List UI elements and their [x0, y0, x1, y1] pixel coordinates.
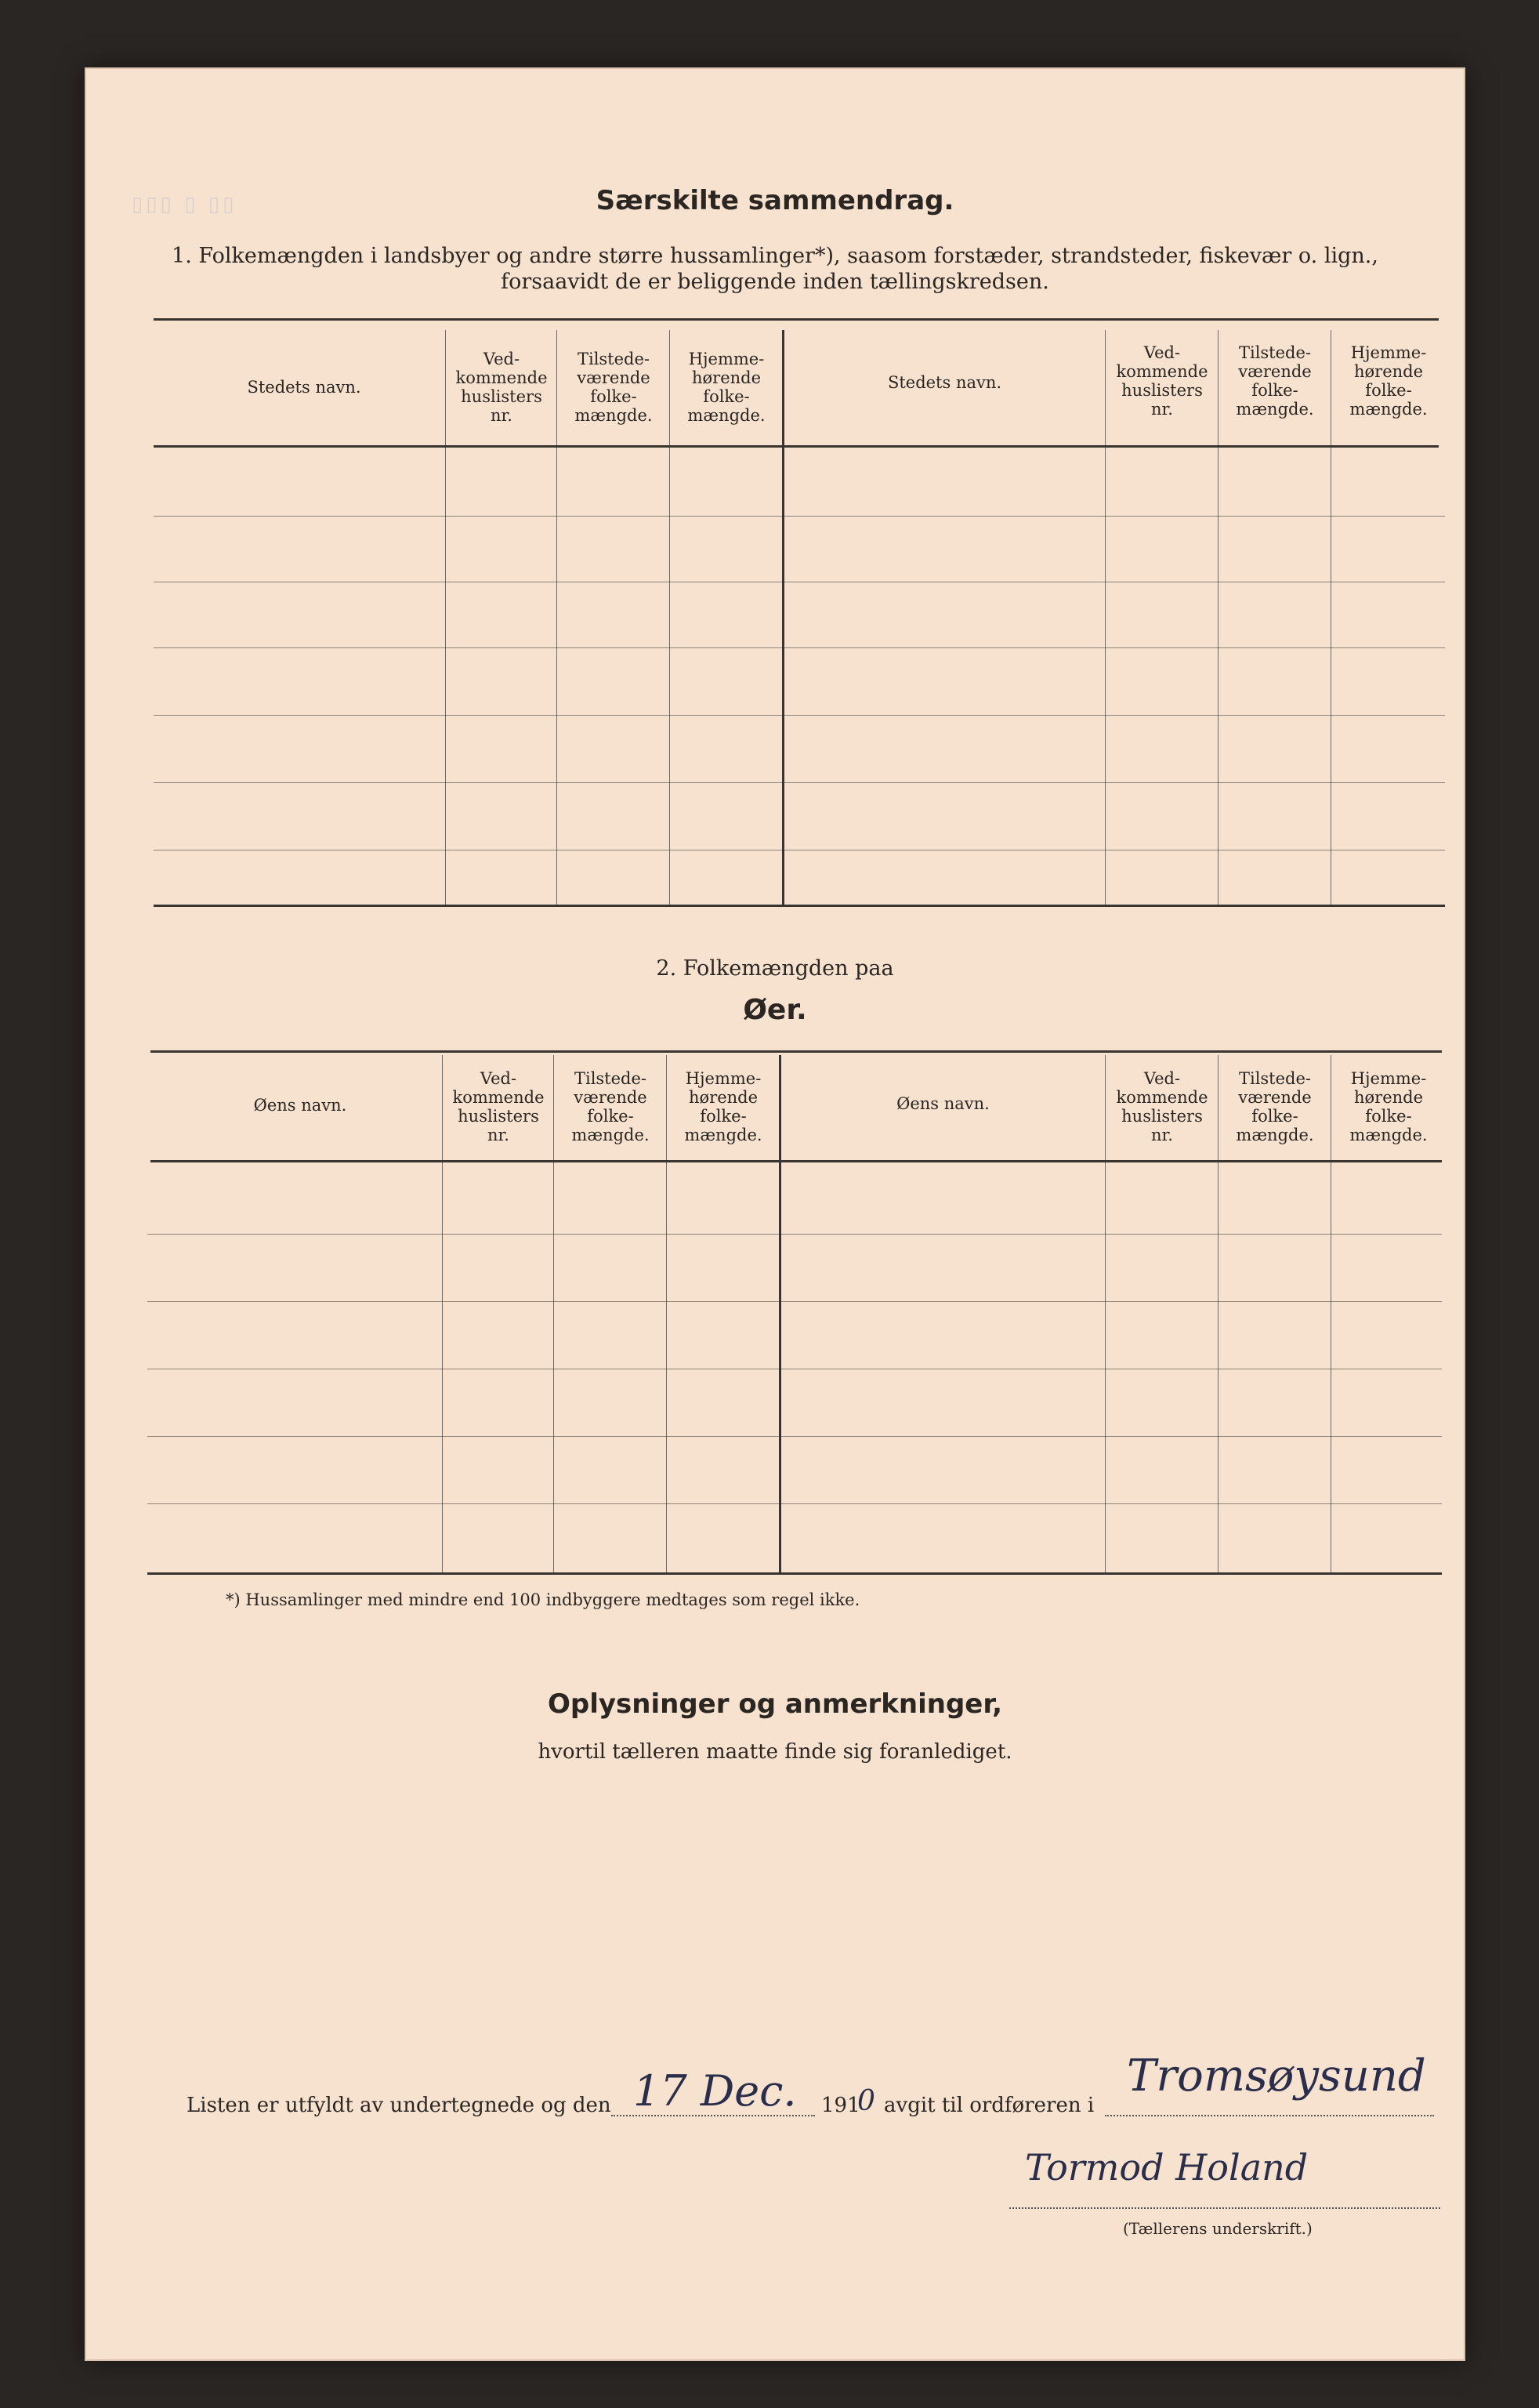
- header-stedets-navn-left: Stedets navn.: [247, 378, 361, 397]
- header-tilstedevaerende-left: Tilstede- værende folke- mængde.: [574, 350, 653, 425]
- handwritten-place: Tromsøysund: [1127, 2051, 1426, 2102]
- header-tilstedevaerende-oer-right: Tilstede- værende folke- mængde.: [1236, 1069, 1314, 1144]
- signature-sentence-mid: avgit til ordføreren i: [884, 2094, 1095, 2117]
- section2-number-line: 2. Folkemængden paa: [656, 956, 894, 981]
- header-oens-navn-left: Øens navn.: [253, 1096, 347, 1115]
- header-hjemmehorende-right: Hjemme- hørende folke- mængde.: [1349, 343, 1428, 419]
- header-hjemmehorende-oer-left: Hjemme- hørende folke- mængde.: [684, 1069, 762, 1144]
- header-hjemmehorende-oer-right: Hjemme- hørende folke- mængde.: [1349, 1069, 1428, 1144]
- main-title: Særskilte sammendrag.: [596, 185, 954, 216]
- header-huslisters-oer-right: Ved- kommende huslisters nr.: [1116, 1069, 1208, 1144]
- header-tilstedevaerende-oer-left: Tilstede- værende folke- mængde.: [571, 1069, 650, 1144]
- year-printed: 191: [821, 2094, 860, 2117]
- section1-intro-line2: forsaavidt de er beliggende inden tællingskredsen.: [501, 270, 1049, 294]
- header-huslisters-oer-left: Ved- kommende huslisters nr.: [452, 1069, 545, 1144]
- year-handwritten: 0: [857, 2085, 875, 2117]
- signature-sentence-prefix: Listen er utfyldt av undertegnede og den: [186, 2094, 611, 2117]
- section2-title: Øer.: [743, 994, 807, 1026]
- section1-intro-line1: 1. Folkemængden i landsbyer og andre større hussamlinger*), saasom forstæder, strandsteder, fiskevær o. lign.,: [172, 244, 1378, 268]
- section3-title: Oplysninger og anmerkninger,: [547, 1688, 1003, 1720]
- section3-subtitle: hvortil tælleren maatte finde sig foranlediget.: [538, 1740, 1012, 1764]
- header-tilstedevaerende-right: Tilstede- værende folke- mængde.: [1236, 343, 1314, 419]
- handwritten-signature: Tormod Holand: [1025, 2146, 1309, 2189]
- footnote: *) Hussamlinger med mindre end 100 indbyggere medtages som regel ikke.: [226, 1590, 860, 1609]
- header-oens-navn-right: Øens navn.: [896, 1094, 990, 1113]
- handwritten-date: 17 Dec.: [633, 2066, 797, 2116]
- form-sheet: [85, 67, 1465, 2361]
- header-huslisters-left: Ved- kommende huslisters nr.: [455, 350, 548, 425]
- signature-label: (Tællerens underskrift.): [1123, 2219, 1313, 2238]
- header-stedets-navn-right: Stedets navn.: [887, 373, 1002, 392]
- header-hjemmehorende-left: Hjemme- hørende folke- mængde.: [687, 350, 766, 425]
- header-huslisters-right: Ved- kommende huslisters nr.: [1116, 343, 1208, 419]
- faded-stamp: ▯▯▯ ▯ ▯▯: [132, 193, 237, 216]
